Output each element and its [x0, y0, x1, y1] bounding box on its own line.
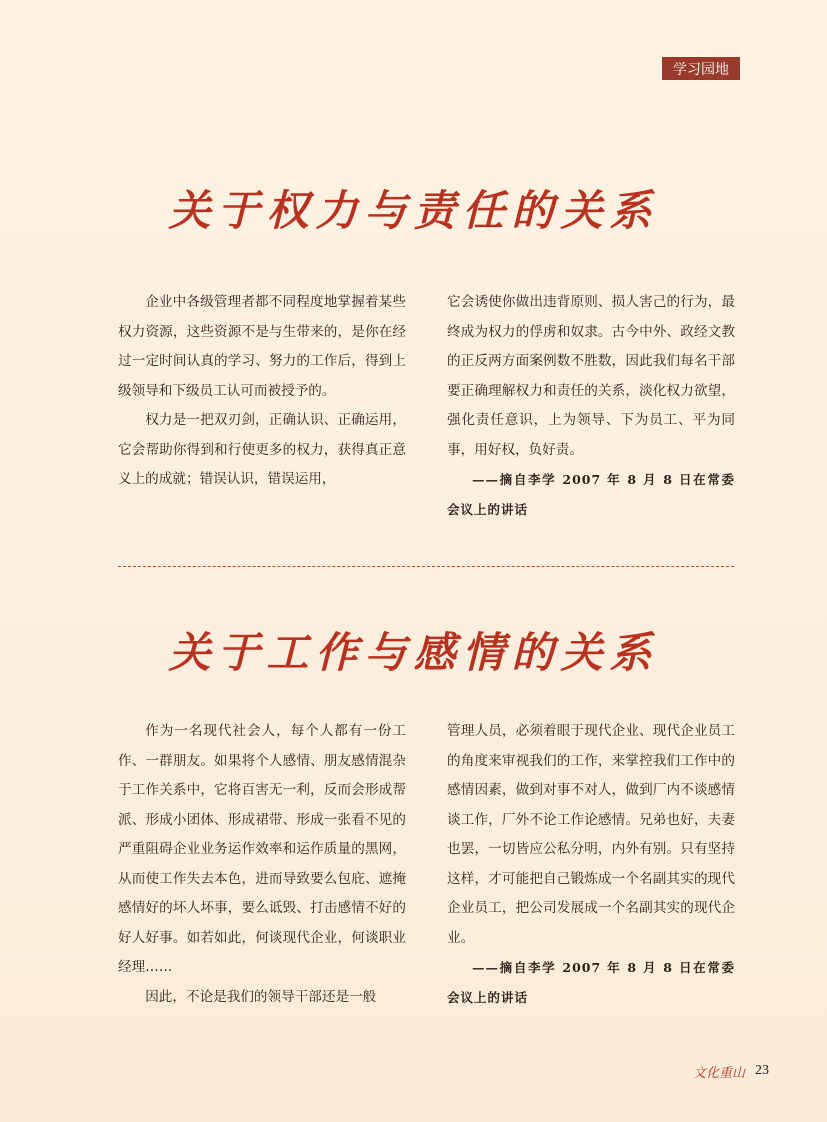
article-column-right — [447, 288, 735, 524]
paragraph: 权力是一把双刃剑，正确认识、正确运用，它会帮助你得到和行使更多的权力，获得真正意义上的成就；错误认识，错误运用， — [118, 412, 406, 487]
paragraph: 管理人员，必须着眼于现代企业、现代企业员工的角度来审视我们的工作，来掌控我们工作中的感情因素，做到对事不对人，做到厂内不谈感情谈工作，厂外不论工作论感情。兄弟也好，夫妻也罢，一切皆应公私分明，内外有别。只有坚持这样，才可能把自己锻炼成一个名副其实的现代企业员工，把公司发展成一个名副其实的现代企业。 — [447, 723, 735, 946]
paragraph: 企业中各级管理者都不同程度地掌握着某些权力资源，这些资源不是与生带来的，是你在经过一定时间认真的学习、努力的工作后，得到上级领导和下级员工认可而被授予的。 — [118, 294, 406, 399]
paragraph: 因此，不论是我们的领导干部还是一般 — [145, 988, 377, 1005]
signature-text: ——摘自李学 2007 年 8 月 8 日在常委会议上的讲话 — [447, 960, 735, 1005]
article-column-left — [118, 717, 406, 1012]
magazine-logo: 文化重山 — [693, 1065, 746, 1081]
paragraph: 作为一名现代社会人，每个人都有一份工作、一群朋友。如果将个人感情、朋友感情混杂于工作关系中，它将百害无一利，反而会形成帮派、形成小团体、形成裙带、形成一张看不见的严重阻碍企业业务运作效率和运作质量的黑网，从而使工作失去本色，进而导致要么包庇、遮掩感情好的坏人坏事，要么诋毁、打击感情不好的好人好事。如若如此，何谈现代企业，何谈职业经理…… — [118, 723, 406, 975]
article-signature — [447, 465, 735, 524]
section-tag: 学习园地 — [662, 57, 740, 80]
page-number: 23 — [755, 1063, 770, 1078]
paragraph: 它会诱使你做出违背原则、损人害己的行为，最终成为权力的俘虏和奴隶。古今中外、政经文教的正反两方面案例数不胜数，因此我们每名干部要正确理解权力和责任的关系，淡化权力欲望，强化责任意识，上为领导、下为员工、平为同事，用好权，负好责。 — [447, 294, 735, 458]
signature-text: ——摘自李学 2007 年 8 月 8 日在常委会议上的讲话 — [447, 472, 735, 517]
article-signature — [447, 953, 735, 1012]
page-footer — [693, 1060, 769, 1082]
article-title: 关于工作与感情的关系 — [168, 628, 659, 677]
article-column-right — [447, 717, 735, 1012]
section-divider — [118, 566, 734, 567]
article-title: 关于权力与责任的关系 — [168, 186, 659, 235]
article-column-left — [118, 288, 406, 495]
